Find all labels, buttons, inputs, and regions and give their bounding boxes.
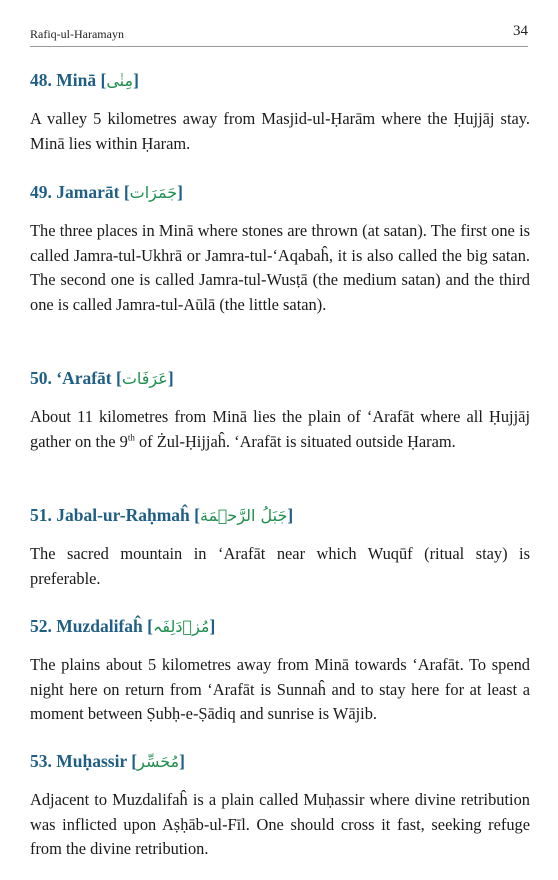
entry-title: 50. ‘Arafāt [30,368,112,388]
glossary-entry-53 [30,749,530,862]
page-header [30,22,528,47]
glossary-entry-50 [30,366,530,454]
entry-body: Adjacent to Muzdalifaĥ is a plain called Muḥassir where divine retribution was inflicted upon Aṣḥāb-ul-Fīl. One should cross it fast, seeking refuge from the divine retribution. [30,790,530,858]
arabic-term: مُحَسِّر [137,752,180,771]
entry-body-text: of Żul-Ḥijjaĥ. ‘Arafāt is situated outside Ḥaram. [134,431,456,451]
entry-title: 53. Muḥassir [30,751,127,771]
entry-body: The sacred mountain in ‘Arafāt near which Wuqūf (ritual stay) is preferable. [30,544,530,588]
entry-title: 51. Jabal-ur-Raḥmaĥ [30,505,190,525]
entry-title: 52. Muzdalifaĥ [30,616,143,636]
arabic-term: عَرَفَات [121,369,168,388]
entry-heading: 53. Muḥassir [مُحَسِّر] [30,751,185,771]
entry-heading: 51. Jabal-ur-Raḥmaĥ [جَبَلُ الرَّحۡمَة] [30,505,294,525]
arabic-term: جَمَرَات [129,183,178,202]
arabic-term: مِنٰی [106,71,134,90]
entry-body [30,405,530,454]
entry-heading: 49. Jamarāt [جَمَرَات] [30,182,183,202]
entry-title: 48. Minā [30,70,97,90]
entry-heading: 48. Minā [مِنٰی] [30,70,139,90]
glossary-entry-49 [30,180,530,317]
page-number: 34 [513,23,528,39]
glossary-entry-52 [30,614,530,727]
entry-heading: 50. ‘Arafāt [عَرَفَات] [30,368,174,388]
entry-body-text: About 11 kilometres from Minā lies the plain of ‘Arafāt where all Ḥujjāj gather on the 9 [30,407,530,451]
entry-heading: 52. Muzdalifaĥ [مُزۡدَلِفَہ] [30,616,216,636]
arabic-term: مُزۡدَلِفَہ [153,617,210,636]
glossary-entry-48 [30,68,530,156]
entry-title: 49. Jamarāt [30,182,120,202]
entry-body: The three places in Minā where stones are thrown (at satan). The first one is called Jamra-tul-Ukhrā or Jamra-tul-‘Aqabaĥ, it is also called the big satan. The second one is called Jamra-tul-Wusṭā (the medium satan) and the third one is called Jamra-tul-Aūlā (the little satan). [30,221,530,314]
running-title: Rafiq-ul-Haramayn [30,27,124,41]
glossary-entry-51 [30,503,530,591]
arabic-term: جَبَلُ الرَّحۡمَة [200,506,288,525]
entry-body: A valley 5 kilometres away from Masjid-ul-Ḥarām where the Ḥujjāj stay. Minā lies within Ḥaram. [30,109,530,153]
ordinal-suffix: th [127,432,135,443]
entry-body: The plains about 5 kilometres away from Minā towards ‘Arafāt. To spend night here on return from ‘Arafāt is Sunnaĥ and to stay here for at least a moment between Ṣubḥ-e-Ṣādiq and sunrise is Wājib. [30,655,530,723]
